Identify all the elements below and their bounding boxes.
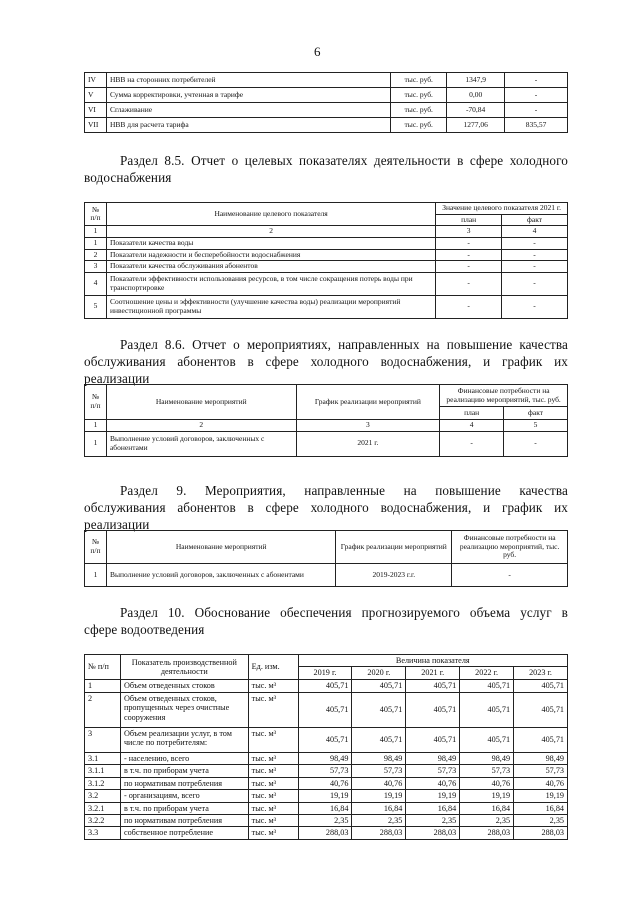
page-number: 6 [314,44,321,59]
table-row [85,118,568,133]
col-header-fact: факт [504,407,568,420]
row-value: 1347,9 [447,73,505,88]
table-row [85,249,568,261]
row-value: 57,73 [406,765,460,777]
row-value: 19,19 [514,790,568,802]
row-value: 835,57 [505,118,568,133]
table-row [85,237,568,249]
row-value: 288,03 [352,827,406,839]
table-row [85,295,568,318]
row-plan: - [436,249,502,261]
row-num: 3.1.1 [85,765,121,777]
col-header-plan: план [436,214,502,226]
col-header-fact: факт [502,214,568,226]
row-value: 98,49 [406,752,460,764]
row-value: 288,03 [514,827,568,839]
row-num: 3.2.2 [85,814,121,826]
row-name: Сумма корректировки, учтенная в тарифе [106,88,390,103]
col-header-name: Наименование мероприятий [106,531,335,564]
row-value: 405,71 [514,727,568,752]
row-fact: - [502,261,568,273]
row-fact: - [502,272,568,295]
row-value: -70,84 [447,103,505,118]
col-header-unit: Ед. изм. [248,655,298,680]
index-cell: 1 [85,420,107,432]
row-value: 288,03 [298,827,352,839]
row-value: 16,84 [298,802,352,814]
row-unit: тыс. м³ [248,765,298,777]
row-num: IV [85,73,107,88]
row-unit: тыс. руб. [391,118,447,133]
row-name: Соотношение цены и эффективности (улучшение качества воды) реализации мероприятий инвестиционной программы [106,295,435,318]
section-9-table [84,530,568,587]
row-value: 40,76 [514,777,568,789]
index-cell: 4 [502,226,568,238]
row-plan: - [436,261,502,273]
row-value: 98,49 [298,752,352,764]
row-value: 57,73 [298,765,352,777]
row-value: 0,00 [447,88,505,103]
table-row [85,814,568,826]
table-row [85,790,568,802]
col-header-value: Величина показателя [298,655,567,667]
row-name: Объем отведенных стоков [120,679,248,692]
row-value: 405,71 [406,679,460,692]
col-header-value: Значение целевого показателя 2021 г. [436,203,568,215]
index-cell: 2 [106,226,435,238]
table-row [85,692,568,727]
row-name: в т.ч. по приборам учета [120,765,248,777]
row-value: 19,19 [406,790,460,802]
table-row [85,73,568,88]
row-value: 2,35 [352,814,406,826]
row-name: НВВ на сторонних потребителей [106,73,390,88]
row-value: 19,19 [460,790,514,802]
row-num: VII [85,118,107,133]
year-header: 2023 г. [514,667,568,679]
row-name: Объем реализации услуг, в том числе по потребителям: [120,727,248,752]
row-num: 3.3 [85,827,121,839]
col-header-finance: Финансовые потребности на реализацию мероприятий, тыс. руб. [440,385,568,407]
row-value: 98,49 [352,752,406,764]
row-value: 405,71 [514,679,568,692]
row-unit: тыс. м³ [248,692,298,727]
row-unit: тыс. руб. [391,73,447,88]
table-row [85,827,568,839]
row-value: 40,76 [352,777,406,789]
row-num: 4 [85,272,107,295]
row-unit: тыс. руб. [391,103,447,118]
year-header: 2020 г. [352,667,406,679]
row-name: - организациям, всего [120,790,248,802]
row-unit: тыс. м³ [248,752,298,764]
row-name: по нормативам потребления [120,814,248,826]
table-row [85,88,568,103]
table-row [85,272,568,295]
row-value: 405,71 [514,692,568,727]
table-row [85,261,568,273]
index-cell: 3 [436,226,502,238]
row-value: 98,49 [514,752,568,764]
row-value: - [505,103,568,118]
row-num: 3 [85,727,121,752]
row-value: 16,84 [460,802,514,814]
row-name: Показатели качества обслуживания абонентов [106,261,435,273]
row-value: - [505,73,568,88]
col-header-num: № п/п [85,203,107,226]
row-value: 40,76 [460,777,514,789]
section-10-title: Раздел 10. Обоснование обеспечения прогнозируемого объема услуг в сфере водоотведения [84,605,568,637]
row-unit: тыс. м³ [248,827,298,839]
row-value: 405,71 [460,727,514,752]
row-value: 2,35 [460,814,514,826]
table-row [85,679,568,692]
row-value: 16,84 [352,802,406,814]
row-name: - населению, всего [120,752,248,764]
row-unit: тыс. м³ [248,777,298,789]
row-name: Показатели эффективности использования ресурсов, в том числе сокращения потерь воды при транспортировке [106,272,435,295]
row-value: 405,71 [460,692,514,727]
row-unit: тыс. м³ [248,679,298,692]
row-fact: - [502,249,568,261]
table-row [85,802,568,814]
tariff-table [84,72,568,133]
col-header-num: № п/п [85,655,121,680]
row-value: 40,76 [406,777,460,789]
row-name: по нормативам потребления [120,777,248,789]
row-value: 405,71 [406,692,460,727]
row-unit: тыс. м³ [248,814,298,826]
row-unit: тыс. м³ [248,790,298,802]
year-header: 2019 г. [298,667,352,679]
row-name: в т.ч. по приборам учета [120,802,248,814]
row-name: НВВ для расчета тарифа [106,118,390,133]
row-num: 3.2.1 [85,802,121,814]
row-num: 2 [85,249,107,261]
row-unit: тыс. м³ [248,727,298,752]
row-num: 3.1.2 [85,777,121,789]
table-row [85,765,568,777]
row-value: 57,73 [352,765,406,777]
row-unit: тыс. руб. [391,88,447,103]
row-value: 98,49 [460,752,514,764]
row-value: 405,71 [352,692,406,727]
col-header-schedule: График реализации мероприятий [336,531,452,564]
row-num: 1 [85,237,107,249]
row-value: 57,73 [514,765,568,777]
col-header-num: № п/п [85,531,107,564]
row-num: 1 [85,679,121,692]
row-value: 19,19 [298,790,352,802]
index-cell: 4 [440,420,504,432]
row-fact: - [502,237,568,249]
section-8-6-table [84,384,568,457]
row-fact: - [502,295,568,318]
table-row [85,752,568,764]
row-num: VI [85,103,107,118]
row-plan: - [436,295,502,318]
row-name: Показатели качества воды [106,237,435,249]
index-cell: 5 [504,420,568,432]
section-8-5-table [84,202,568,319]
row-name: Объем отведенных стоков, пропущенных через очистные сооружения [120,692,248,727]
table-row: 1 Выполнение условий договоров, заключенных с абонентами 2021 г. - - [85,431,568,456]
col-header-finance: Финансовые потребности на реализацию мероприятий, тыс. руб. [452,531,568,564]
row-num: 2 [85,692,121,727]
table-row [85,727,568,752]
section-8-6-title: Раздел 8.6. Отчет о мероприятиях, направленных на повышение качества обслуживания абонентов в сфере холодного водоснабжения, и график их реализации [84,337,568,386]
col-header-plan: план [440,407,504,420]
section-10-table [84,654,568,840]
row-value: 2,35 [514,814,568,826]
year-header: 2021 г. [406,667,460,679]
row-value: 1277,06 [447,118,505,133]
row-value: 405,71 [352,679,406,692]
row-value: 405,71 [352,727,406,752]
col-header-num: № п/п [85,385,107,420]
row-value: 16,84 [406,802,460,814]
row-value: 19,19 [352,790,406,802]
index-cell: 1 [85,226,107,238]
section-9-title: Раздел 9. Мероприятия, направленные на повышение качества обслуживания абонентов в сфере холодного водоснабжения, и график их реализации [84,483,568,532]
table-row: 1 Выполнение условий договоров, заключенных с абонентами 2019-2023 г.г. - [85,564,568,587]
col-header-name: Показатель производственной деятельности [120,655,248,680]
row-num: 3 [85,261,107,273]
table-row [85,103,568,118]
row-value: 40,76 [298,777,352,789]
row-num: 3.2 [85,790,121,802]
section-8-5-title: Раздел 8.5. Отчет о целевых показателях деятельности в сфере холодного водоснабжения [84,153,568,185]
col-header-name: Наименование мероприятий [106,385,296,420]
row-plan: - [436,272,502,295]
row-num: V [85,88,107,103]
row-value: 288,03 [460,827,514,839]
row-value: 405,71 [406,727,460,752]
row-name: собственное потребление [120,827,248,839]
row-num: 3.1 [85,752,121,764]
row-value: - [505,88,568,103]
index-cell: 2 [106,420,296,432]
row-plan: - [436,237,502,249]
year-header: 2022 г. [460,667,514,679]
row-value: 405,71 [460,679,514,692]
row-num: 5 [85,295,107,318]
row-unit: тыс. м³ [248,802,298,814]
row-value: 405,71 [298,692,352,727]
index-cell: 3 [296,420,440,432]
row-name: Сглаживание [106,103,390,118]
row-value: 405,71 [298,727,352,752]
row-value: 405,71 [298,679,352,692]
row-value: 16,84 [514,802,568,814]
row-value: 2,35 [298,814,352,826]
row-value: 57,73 [460,765,514,777]
row-value: 2,35 [406,814,460,826]
row-value: 288,03 [406,827,460,839]
table-row [85,777,568,789]
col-header-name: Наименование целевого показателя [106,203,435,226]
row-name: Показатели надежности и бесперебойности водоснабжения [106,249,435,261]
col-header-schedule: График реализации мероприятий [296,385,440,420]
